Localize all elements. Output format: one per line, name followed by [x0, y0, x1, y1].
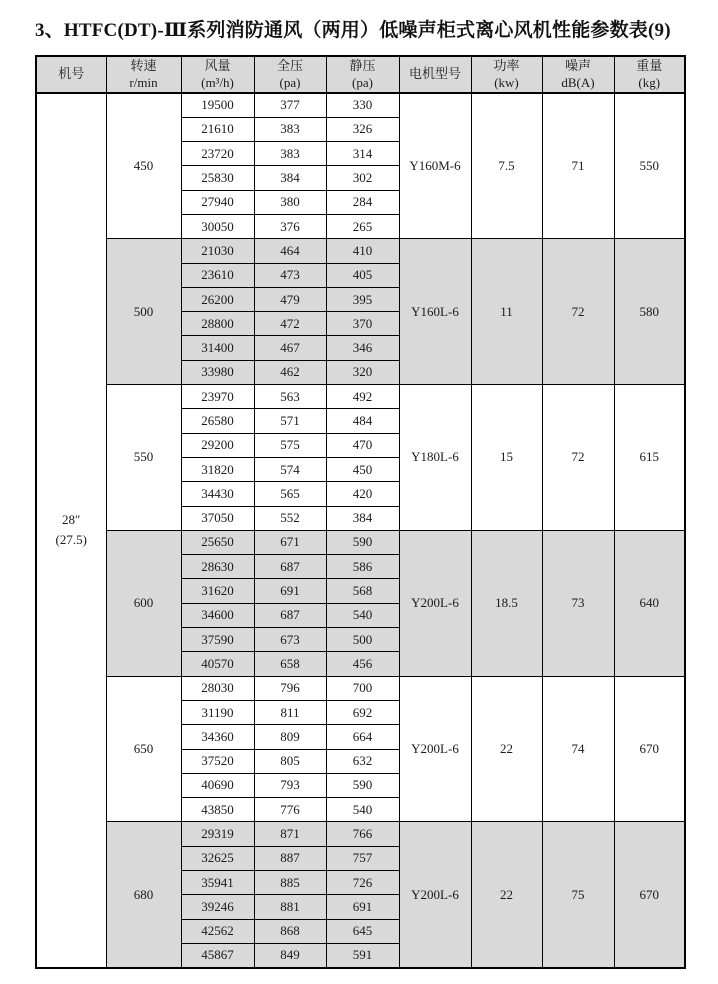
power-cell: 18.5 — [471, 530, 542, 676]
motor-model-cell: Y200L-6 — [399, 530, 471, 676]
static-pressure-cell: 330 — [326, 93, 399, 117]
total-pressure-cell: 671 — [254, 530, 326, 554]
col-header-label: 静压 — [349, 57, 376, 73]
static-pressure-cell: 484 — [326, 409, 399, 433]
weight-cell: 640 — [614, 530, 685, 676]
total-pressure-cell: 796 — [254, 676, 326, 700]
total-pressure-cell: 473 — [254, 263, 326, 287]
noise-cell: 71 — [542, 93, 614, 239]
airflow-cell: 32625 — [181, 846, 254, 870]
total-pressure-cell: 658 — [254, 652, 326, 676]
total-pressure-cell: 462 — [254, 360, 326, 384]
speed-cell: 450 — [106, 93, 181, 239]
static-pressure-cell: 766 — [326, 822, 399, 846]
airflow-cell: 29200 — [181, 433, 254, 457]
col-header-label: 风量 — [204, 57, 231, 73]
airflow-cell: 43850 — [181, 798, 254, 822]
airflow-cell: 28030 — [181, 676, 254, 700]
speed-cell: 500 — [106, 239, 181, 385]
airflow-cell: 30050 — [181, 214, 254, 238]
airflow-cell: 26200 — [181, 287, 254, 311]
total-pressure-cell: 687 — [254, 555, 326, 579]
machine-no-size: 28″ — [62, 512, 81, 528]
static-pressure-cell: 500 — [326, 628, 399, 652]
col-header-motor-model — [399, 56, 471, 93]
col-header-unit: dB(A) — [561, 74, 595, 90]
static-pressure-cell: 384 — [326, 506, 399, 530]
total-pressure-cell: 849 — [254, 943, 326, 967]
weight-cell: 670 — [614, 822, 685, 968]
total-pressure-cell: 687 — [254, 603, 326, 627]
airflow-cell: 35941 — [181, 871, 254, 895]
airflow-cell: 45867 — [181, 943, 254, 967]
static-pressure-cell: 456 — [326, 652, 399, 676]
static-pressure-cell: 692 — [326, 700, 399, 724]
airflow-cell: 23970 — [181, 385, 254, 409]
airflow-cell: 21610 — [181, 117, 254, 141]
machine-no-inches: (27.5) — [55, 532, 87, 548]
col-header-unit: r/min — [129, 74, 158, 90]
total-pressure-cell: 563 — [254, 385, 326, 409]
col-header-noise — [542, 56, 614, 93]
col-header-label: 功率 — [493, 57, 520, 73]
total-pressure-cell: 574 — [254, 457, 326, 481]
total-pressure-cell: 868 — [254, 919, 326, 943]
col-header-label: 机号 — [58, 66, 85, 82]
total-pressure-cell: 575 — [254, 433, 326, 457]
static-pressure-cell: 302 — [326, 166, 399, 190]
total-pressure-cell: 805 — [254, 749, 326, 773]
static-pressure-cell: 700 — [326, 676, 399, 700]
col-header-unit: (kg) — [638, 74, 661, 90]
static-pressure-cell: 450 — [326, 457, 399, 481]
airflow-cell: 27940 — [181, 190, 254, 214]
total-pressure-cell: 571 — [254, 409, 326, 433]
total-pressure-cell: 472 — [254, 312, 326, 336]
weight-cell: 670 — [614, 676, 685, 822]
col-header-airflow — [181, 56, 254, 93]
speed-cell: 600 — [106, 530, 181, 676]
fan-performance-table — [35, 55, 686, 969]
weight-cell: 550 — [614, 93, 685, 239]
static-pressure-cell: 284 — [326, 190, 399, 214]
table-body — [36, 93, 685, 968]
motor-model-cell: Y160L-6 — [399, 239, 471, 385]
col-header-label: 噪声 — [564, 57, 591, 73]
static-pressure-cell: 568 — [326, 579, 399, 603]
table-row — [36, 93, 685, 117]
col-header-unit: (pa) — [352, 74, 373, 90]
total-pressure-cell: 376 — [254, 214, 326, 238]
static-pressure-cell: 470 — [326, 433, 399, 457]
airflow-cell: 31400 — [181, 336, 254, 360]
airflow-cell: 21030 — [181, 239, 254, 263]
power-cell: 22 — [471, 822, 542, 968]
total-pressure-cell: 565 — [254, 482, 326, 506]
airflow-cell: 28630 — [181, 555, 254, 579]
airflow-cell: 31820 — [181, 457, 254, 481]
static-pressure-cell: 492 — [326, 385, 399, 409]
noise-cell: 74 — [542, 676, 614, 822]
static-pressure-cell: 540 — [326, 603, 399, 627]
weight-cell: 580 — [614, 239, 685, 385]
motor-model-cell: Y200L-6 — [399, 822, 471, 968]
static-pressure-cell: 586 — [326, 555, 399, 579]
motor-model-cell: Y180L-6 — [399, 385, 471, 531]
airflow-cell: 34600 — [181, 603, 254, 627]
power-cell: 7.5 — [471, 93, 542, 239]
table-header — [36, 56, 685, 93]
total-pressure-cell: 479 — [254, 287, 326, 311]
airflow-cell: 23720 — [181, 142, 254, 166]
airflow-cell: 19500 — [181, 93, 254, 117]
speed-cell: 680 — [106, 822, 181, 968]
static-pressure-cell: 405 — [326, 263, 399, 287]
total-pressure-cell: 377 — [254, 93, 326, 117]
col-header-label: 电机型号 — [408, 66, 461, 82]
weight-cell: 615 — [614, 385, 685, 531]
airflow-cell: 37520 — [181, 749, 254, 773]
total-pressure-cell: 793 — [254, 773, 326, 797]
machine-no-cell — [36, 93, 106, 968]
total-pressure-cell: 887 — [254, 846, 326, 870]
airflow-cell: 37590 — [181, 628, 254, 652]
airflow-cell: 34430 — [181, 482, 254, 506]
airflow-cell: 34360 — [181, 725, 254, 749]
static-pressure-cell: 632 — [326, 749, 399, 773]
airflow-cell: 42562 — [181, 919, 254, 943]
power-cell: 22 — [471, 676, 542, 822]
total-pressure-cell: 809 — [254, 725, 326, 749]
total-pressure-cell: 464 — [254, 239, 326, 263]
noise-cell: 72 — [542, 385, 614, 531]
static-pressure-cell: 590 — [326, 773, 399, 797]
static-pressure-cell: 420 — [326, 482, 399, 506]
airflow-cell: 25650 — [181, 530, 254, 554]
static-pressure-cell: 540 — [326, 798, 399, 822]
total-pressure-cell: 383 — [254, 117, 326, 141]
static-pressure-cell: 591 — [326, 943, 399, 967]
static-pressure-cell: 691 — [326, 895, 399, 919]
total-pressure-cell: 871 — [254, 822, 326, 846]
speed-cell: 550 — [106, 385, 181, 531]
power-cell: 15 — [471, 385, 542, 531]
col-header-unit: (pa) — [279, 74, 301, 90]
table-row — [36, 385, 685, 409]
table-row — [36, 239, 685, 263]
noise-cell: 75 — [542, 822, 614, 968]
col-header-label: 全压 — [276, 57, 303, 73]
static-pressure-cell: 590 — [326, 530, 399, 554]
airflow-cell: 23610 — [181, 263, 254, 287]
col-header-label: 重量 — [636, 57, 663, 73]
airflow-cell: 33980 — [181, 360, 254, 384]
static-pressure-cell: 326 — [326, 117, 399, 141]
airflow-cell: 25830 — [181, 166, 254, 190]
total-pressure-cell: 552 — [254, 506, 326, 530]
static-pressure-cell: 265 — [326, 214, 399, 238]
total-pressure-cell: 776 — [254, 798, 326, 822]
static-pressure-cell: 757 — [326, 846, 399, 870]
static-pressure-cell: 645 — [326, 919, 399, 943]
col-header-weight — [614, 56, 685, 93]
total-pressure-cell: 383 — [254, 142, 326, 166]
total-pressure-cell: 811 — [254, 700, 326, 724]
motor-model-cell: Y160M-6 — [399, 93, 471, 239]
col-header-unit: (m³/h) — [201, 74, 234, 90]
static-pressure-cell: 726 — [326, 871, 399, 895]
airflow-cell: 28800 — [181, 312, 254, 336]
page-title: 3、HTFC(DT)-Ⅲ系列消防通风（两用）低噪声柜式离心风机性能参数表(9) — [35, 20, 671, 41]
speed-cell: 650 — [106, 676, 181, 822]
table-row — [36, 530, 685, 554]
motor-model-cell: Y200L-6 — [399, 676, 471, 822]
col-header-speed — [106, 56, 181, 93]
table-row — [36, 822, 685, 846]
table-row — [36, 676, 685, 700]
total-pressure-cell: 380 — [254, 190, 326, 214]
static-pressure-cell: 395 — [326, 287, 399, 311]
total-pressure-cell: 691 — [254, 579, 326, 603]
noise-cell: 72 — [542, 239, 614, 385]
airflow-cell: 37050 — [181, 506, 254, 530]
total-pressure-cell: 673 — [254, 628, 326, 652]
static-pressure-cell: 664 — [326, 725, 399, 749]
airflow-cell: 31620 — [181, 579, 254, 603]
total-pressure-cell: 881 — [254, 895, 326, 919]
static-pressure-cell: 314 — [326, 142, 399, 166]
total-pressure-cell: 885 — [254, 871, 326, 895]
col-header-power — [471, 56, 542, 93]
static-pressure-cell: 320 — [326, 360, 399, 384]
airflow-cell: 29319 — [181, 822, 254, 846]
col-header-label: 转速 — [130, 57, 157, 73]
power-cell: 11 — [471, 239, 542, 385]
header-row — [36, 56, 685, 93]
airflow-cell: 40690 — [181, 773, 254, 797]
static-pressure-cell: 410 — [326, 239, 399, 263]
airflow-cell: 40570 — [181, 652, 254, 676]
col-header-machine-no — [36, 56, 106, 93]
static-pressure-cell: 370 — [326, 312, 399, 336]
col-header-unit: (kw) — [494, 74, 519, 90]
airflow-cell: 26580 — [181, 409, 254, 433]
airflow-cell: 39246 — [181, 895, 254, 919]
total-pressure-cell: 467 — [254, 336, 326, 360]
airflow-cell: 31190 — [181, 700, 254, 724]
static-pressure-cell: 346 — [326, 336, 399, 360]
total-pressure-cell: 384 — [254, 166, 326, 190]
noise-cell: 73 — [542, 530, 614, 676]
col-header-static-pressure — [326, 56, 399, 93]
col-header-total-pressure — [254, 56, 326, 93]
